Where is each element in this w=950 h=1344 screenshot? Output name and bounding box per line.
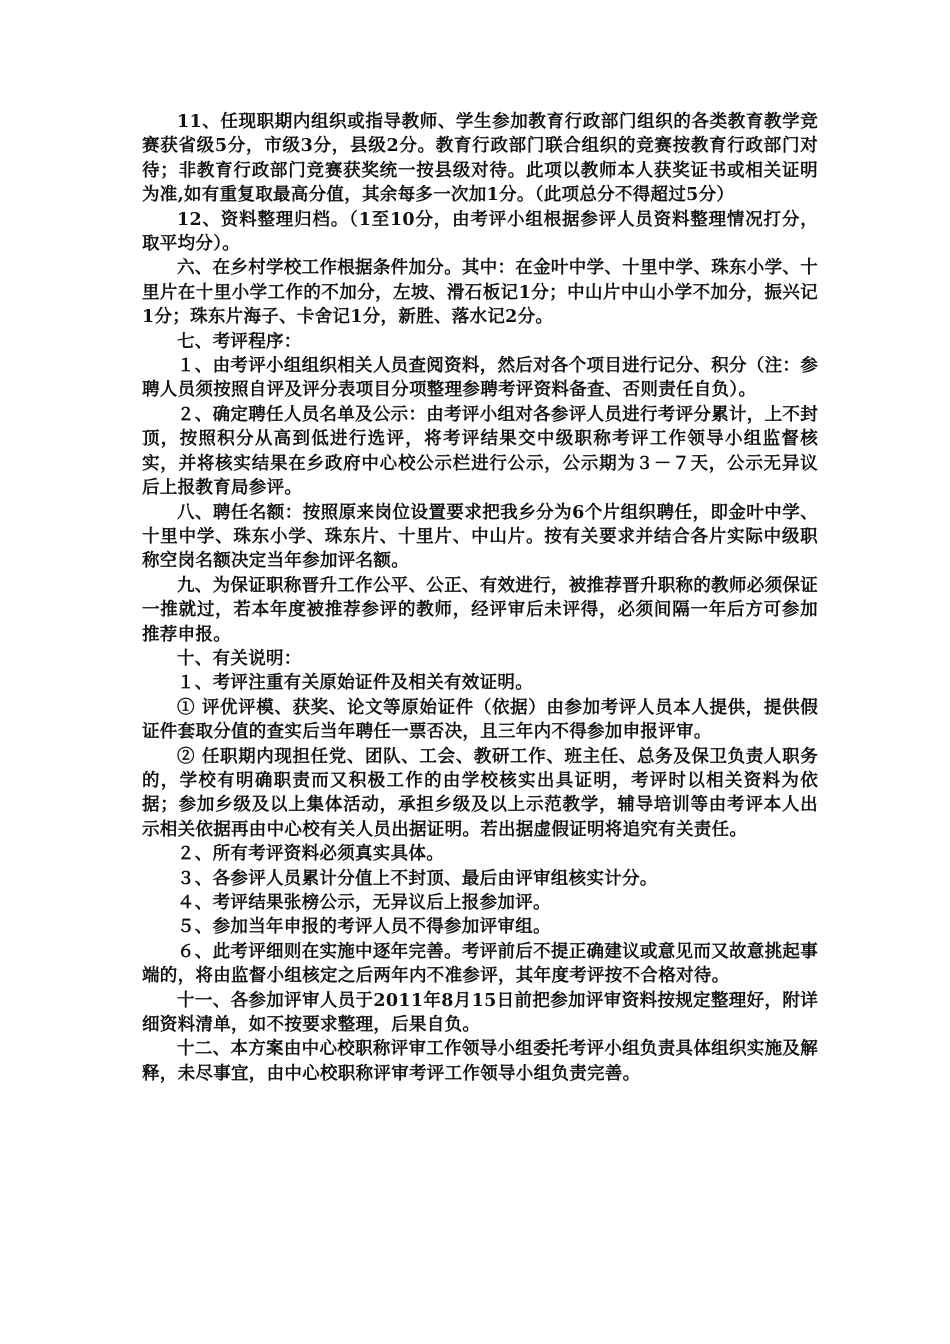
paragraph-section-7-heading: 七、考评程序： bbox=[177, 331, 302, 352]
paragraph-section-10-note-3: ３、各参评人员累计分值上不封顶、最后由评审组核实计分。 bbox=[177, 868, 658, 889]
paragraph-section-11: 十一、各参加评审人员于2011年8月15日前把参加评审资料按规定整理好，附详细资料清单，如不按要求整理，后果自负。 bbox=[142, 990, 818, 1036]
paragraph-section-6: 六、在乡村学校工作根据条件加分。其中：在金叶中学、十里中学、珠东小学、十里片在十里小学工作的不加分，左坡、滑石板记1分；中山片中山小学不加分，振兴记1分；珠东片海子、卡舍记1分，新胜、落水记2分。 bbox=[142, 258, 818, 328]
paragraph-item-11: 11、任现职期内组织或指导教师、学生参加教育行政部门组织的各类教育教学竞赛获省级5分，市级3分，县级2分。教育行政部门联合组织的竞赛按教育行政部门对待；非教育行政部门竞赛获奖统一按县级对待。此项以教师本人获奖证书或相关证明为准,如有重复取最高分值，其余每多一次加1分。（此项总分不得超过5分） bbox=[142, 112, 818, 206]
paragraph-section-10-note-1: １、考评注重有关原始证件及相关有效证明。 bbox=[177, 673, 533, 694]
paragraph-section-10-note-6: ６、此考评细则在实施中逐年完善。考评前后不提正确建议或意见而又故意挑起事端的，将由监督小组核定之后两年内不准参评，其年度考评按不合格对待。 bbox=[142, 941, 818, 987]
paragraph-section-8: 八、聘任名额：按照原来岗位设置要求把我乡分为6个片组织聘任，即金叶中学、十里中学、珠东小学、珠东片、十里片、中山片。按有关要求并结合各片实际中级职称空岗名额决定当年参加评名额。 bbox=[142, 502, 818, 572]
paragraph-section-10-note-5: ５、参加当年申报的考评人员不得参加评审组。 bbox=[177, 917, 551, 938]
document-body bbox=[142, 110, 818, 1086]
paragraph-section-10-note-2: ２、所有考评资料必须真实具体。 bbox=[177, 844, 444, 865]
paragraph-section-10-note-1-a: ① 评优评模、获奖、论文等原始证件（依据）由参加考评人员本人提供，提供假证件套取分值的查实后当年聘任一票否决，且三年内不得参加申报评审。 bbox=[142, 697, 818, 743]
paragraph-section-10-note-1-b: ② 任职期内现担任党、团队、工会、教研工作、班主任、总务及保卫负责人职务的，学校有明确职责而又积极工作的由学校核实出具证明，考评时以相关资料为依据；参加乡级及以上集体活动，承担乡级及以上示范教学，辅导培训等由考评本人出示相关依据再由中心校有关人员出据证明。若出据虚假证明将追究有关责任。 bbox=[142, 746, 818, 840]
paragraph-section-7-step-2: ２、确定聘任人员名单及公示：由考评小组对各参评人员进行考评分累计，上不封顶，按照积分从高到低进行选评，将考评结果交中级职称考评工作领导小组监督核实，并将核实结果在乡政府中心校公示栏进行公示，公示期为３－７天，公示无异议后上报教育局参评。 bbox=[142, 404, 818, 499]
paragraph-section-10-heading: 十、有关说明： bbox=[177, 648, 302, 669]
paragraph-item-12: 12、资料整理归档。（1至10分，由考评小组根据参评人员资料整理情况打分，取平均分）。 bbox=[142, 209, 818, 255]
paragraph-section-9: 九、为保证职称晋升工作公平、公正、有效进行，被推荐晋升职称的教师必须保证一推就过，若本年度被推荐参评的教师，经评审后未评得，必须间隔一年后方可参加推荐申报。 bbox=[142, 575, 818, 645]
paragraph-section-7-step-1: １、由考评小组组织相关人员查阅资料，然后对各个项目进行记分、积分（注：参聘人员须按照自评及评分表项目分项整理参聘考评资料备查、否则责任自负）。 bbox=[142, 356, 818, 401]
paragraph-section-12: 十二、本方案由中心校职称评审工作领导小组委托考评小组负责具体组织实施及解释，未尽事宜，由中心校职称评审考评工作领导小组负责完善。 bbox=[142, 1039, 818, 1084]
paragraph-section-10-note-4: ４、考评结果张榜公示，无异议后上报参加评。 bbox=[177, 893, 551, 913]
